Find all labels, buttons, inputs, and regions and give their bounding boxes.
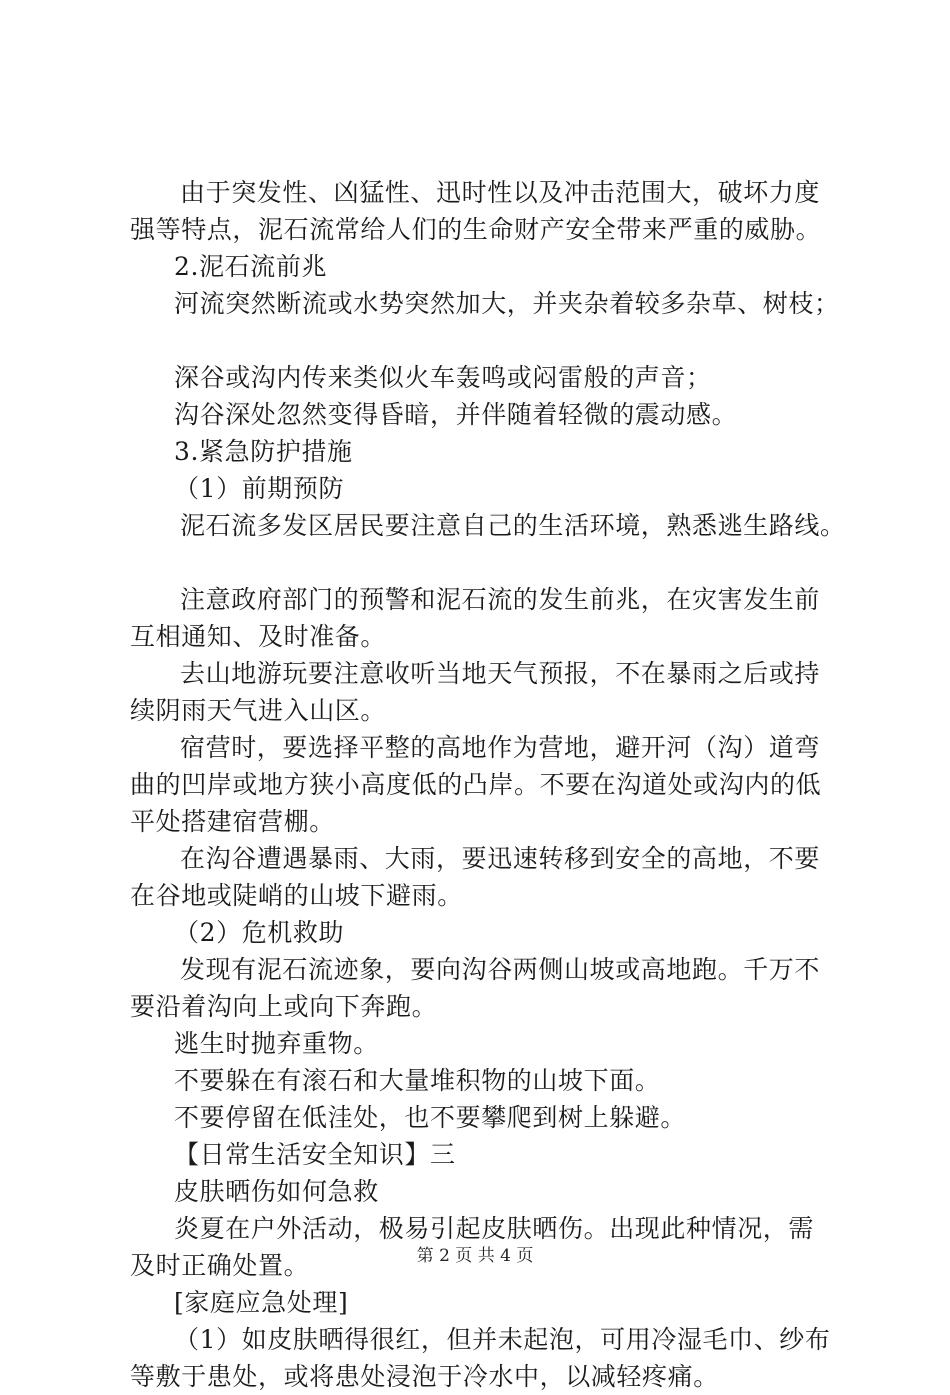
paragraph-line: 注意政府部门的预警和泥石流的发生前兆，在灾害发生前 (180, 585, 821, 614)
paragraph-line: 不要停留在低洼处，也不要攀爬到树上躲避。 (174, 1103, 687, 1132)
section-heading: 皮肤晒伤如何急救 (174, 1177, 379, 1206)
paragraph-line: 宿营时，要选择平整的高地作为营地，避开河（沟）道弯 (180, 733, 821, 762)
paragraph-line: 续阴雨天气进入山区。 (130, 696, 387, 725)
paragraph-line: 发现有泥石流迹象，要向沟谷两侧山坡或高地跑。千万不 (180, 955, 821, 984)
paragraph-line: 沟谷深处忽然变得昏暗，并伴随着轻微的震动感。 (174, 400, 738, 429)
paragraph-line: 炎夏在户外活动，极易引起皮肤晒伤。出现此种情况，需 (174, 1214, 815, 1243)
paragraph-line: 要沿着沟向上或向下奔跑。 (130, 992, 438, 1021)
paragraph-line: （1）如皮肤晒得很红，但并未起泡，可用冷湿毛巾、纱布 (174, 1325, 831, 1354)
subsection-heading: [家庭应急处理] (174, 1288, 349, 1317)
subsection-heading: （1）前期预防 (174, 474, 345, 503)
subsection-heading: （2）危机救助 (174, 918, 345, 947)
page-footer: 第 2 页 共 4 页 (416, 1246, 534, 1266)
paragraph-line: 等敷于患处，或将患处浸泡于冷水中，以减轻疼痛。 (130, 1362, 719, 1391)
paragraph-line: 及时正确处置。 (130, 1251, 310, 1280)
section-heading: 3.紧急防护措施 (174, 437, 353, 466)
paragraph-line: 不要躲在有滚石和大量堆积物的山坡下面。 (174, 1066, 661, 1095)
paragraph-line: 平处搭建宿营棚。 (130, 807, 335, 836)
paragraph-line: 去山地游玩要注意收听当地天气预报，不在暴雨之后或持 (180, 659, 821, 688)
paragraph-line: 曲的凹岸或地方狭小高度低的凸岸。不要在沟道处或沟内的低 (130, 770, 822, 799)
section-heading: 2.泥石流前兆 (174, 252, 328, 281)
blank-line (130, 544, 835, 581)
paragraph-line: 泥石流多发区居民要注意自己的生活环境，熟悉逃生路线。 (180, 511, 846, 540)
paragraph-line: 强等特点，泥石流常给人们的生命财产安全带来严重的威胁。 (130, 215, 822, 244)
paragraph-line: 逃生时抛弃重物。 (174, 1029, 379, 1058)
blank-line (130, 322, 835, 359)
paragraph-line: 由于突发性、凶猛性、迅时性以及冲击范围大，破坏力度 (180, 178, 821, 207)
paragraph-line: 互相通知、及时准备。 (130, 622, 387, 651)
paragraph-line: 河流突然断流或水势突然加大，并夹杂着较多杂草、树枝； (174, 289, 840, 318)
paragraph-line: 深谷或沟内传来类似火车轰鸣或闷雷般的声音； (174, 363, 712, 392)
paragraph-line: 在沟谷遭遇暴雨、大雨，要迅速转移到安全的高地，不要 (180, 844, 821, 873)
paragraph-line: 在谷地或陡峭的山坡下避雨。 (130, 881, 463, 910)
document-body (130, 174, 846, 1395)
section-heading: 【日常生活安全知识】三 (174, 1140, 456, 1169)
